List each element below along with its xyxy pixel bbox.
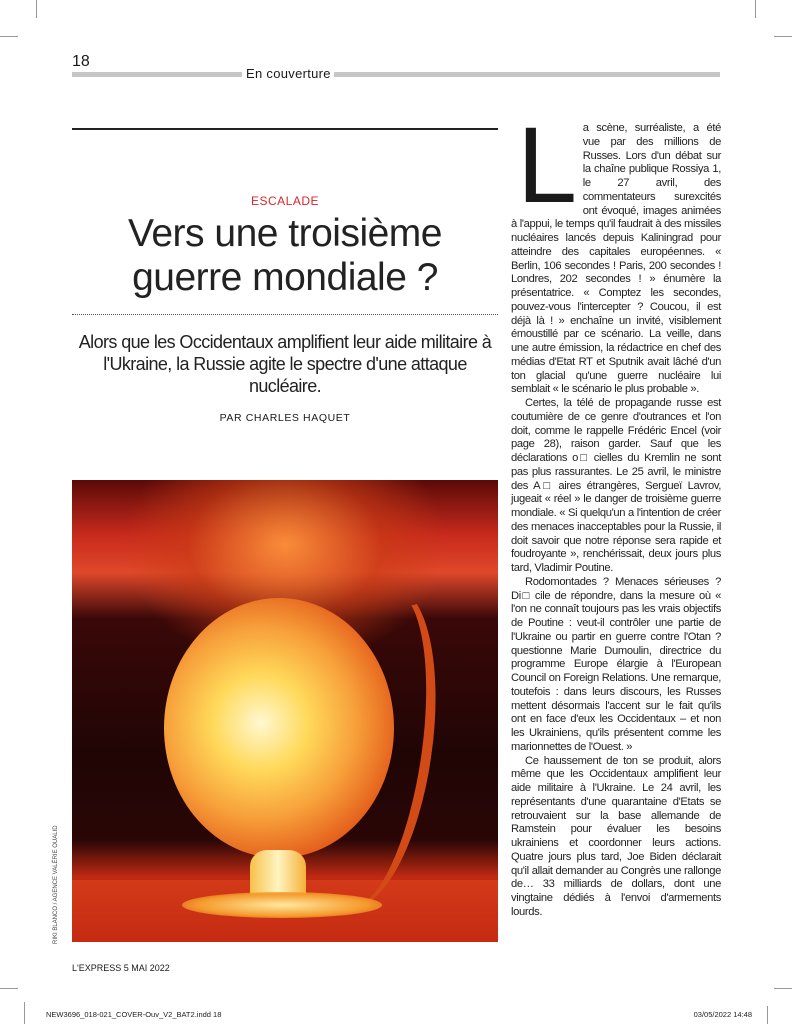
slug-divider [24, 1002, 25, 1024]
globe-base [182, 892, 382, 918]
crop-mark [774, 988, 792, 989]
article-kicker: ESCALADE [250, 194, 320, 208]
article-body [511, 104, 721, 920]
article-byline: PAR CHARLES HAQUET [219, 412, 351, 424]
paragraph: Ce haussement de ton se produit, alors même que les Occidentaux amplifient leur aide militaire à l'Ukraine. Le 24 avril, les représentants d'une quarantaine d'Etats se retrouvaient sur la base allemande de Ramstein pour évaluer les besoins ukrainiens et coordonner leurs actions. Quatre jours plus tard, Joe Biden déclarait qu'il allait demander au Congrès une rallonge de… 33 milliards de dollars, dont une vingtaine dédiés à l'envoi d'armements lourds. [511, 754, 721, 918]
drop-cap: L [517, 104, 577, 225]
section-rubric: En couverture [243, 66, 334, 81]
crop-mark [774, 36, 792, 37]
photo-credit: RIKI BLANCO / AGENCE VALÉRIE OUALID [53, 825, 59, 944]
paragraph: Certes, la télé de propagande russe est coutumière de ce genre d'outrances et l'on doit, comme le rappelle Frédéric Encel (voir page 28), raison garder. Sauf que les déclarations o□ cielles du Kremlin ne sont pas plus rassurantes. Le 25 avril, le ministre des A□ aires étrangères, Sergueï Lavrov, jugeait « réel » le danger de troisième guerre mondiale. « Si quelqu'un a l'intention de créer des menaces inacceptables pour la Russie, il doit savoir que notre réponse sera rapide et foudroyante », renchérissait, deux jours plus tard, Vladimir Poutine. [511, 397, 721, 574]
title-rule [72, 128, 498, 130]
article-title: Vers une troisième guerre mondiale ? [128, 212, 442, 299]
slug-date: 03/05/2022 14:48 [693, 1010, 752, 1019]
article-lead: Alors que les Occidentaux amplifient leur aide militaire à l'Ukraine, la Russie agite le spectre d'une attaque nucléaire. [78, 332, 492, 396]
crop-mark [36, 0, 37, 18]
paragraph: La scène, surréaliste, a été vue par des millions de Russes. Lors d'un débat sur la chaîne publique Rossiya 1, le 27 avril, des commentateurs surexcités ont évoqué, images animées à l'appui, le temps qu'il faudrait à des missiles nucléaires lancés depuis Kaliningrad pour atteindre des capitales européennes. « Berlin, 106 secondes ! Paris, 200 secondes ! Londres, 202 secondes ! » énumère la présentatrice. « Comptez les secondes, pouvez-vous l'intercepter ? Coucou, il est déjà là ! » enchaîne un invité, visiblement émoustillé par ce scénario. La veille, dans une autre émission, la rédactrice en chef des médias d'Etat RT et Sputnik avait lâché d'un ton glacial qu'une guerre nucléaire lui semblait « le scénario le plus probable ». [511, 104, 721, 396]
crop-mark [767, 1006, 768, 1024]
illustration-globe-mushroom-cloud [72, 480, 498, 942]
rubric-rule-right [330, 72, 720, 77]
crop-mark [0, 36, 18, 37]
paragraph: Rodomontades ? Menaces sérieuses ? Di□ cile de répondre, dans la mesure où « l'on ne connaît toujours pas les vrais objectifs de Poutine : veut-il contrôler une partie de l'Ukraine ou partir en guerre contre l'Otan ? questionne Marie Dumoulin, directrice du programme Europe élargie à l'European Council on Foreign Relations. Une remarque, toutefois : dans leurs discours, les Russes mettent désormais l'accent sur le fait qu'ils ont en face d'eux les Occidentaux – et non les Ukrainiens, qu'ils présentent comme les marionnettes de l'Ouest. » [511, 575, 721, 753]
dotted-divider [72, 314, 498, 315]
page-number: 18 [72, 53, 90, 70]
rubric-rule-left [72, 72, 242, 77]
publication-footer: L'EXPRESS 5 MAI 2022 [72, 963, 170, 973]
file-slug: NEW3696_018-021_COVER-Ouv_V2_BAT2.indd 18 [46, 1010, 222, 1019]
crop-mark [0, 988, 18, 989]
crop-mark [755, 0, 756, 18]
